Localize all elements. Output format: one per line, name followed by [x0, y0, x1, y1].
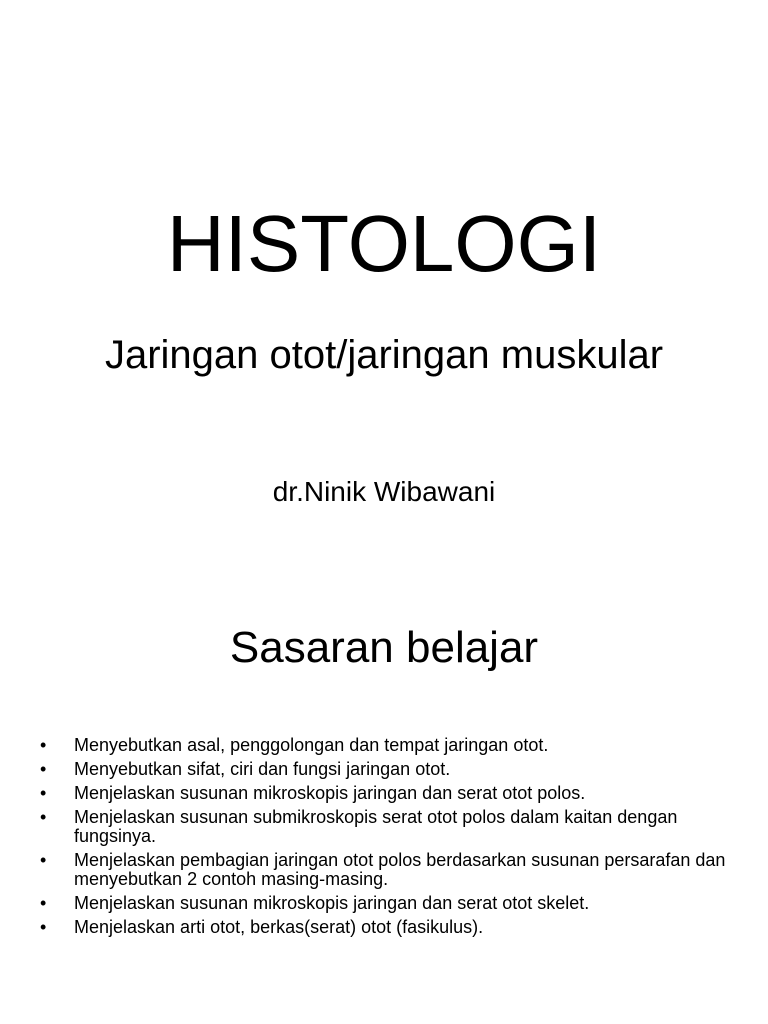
bullet-icon: • [40, 783, 47, 803]
page-title: HISTOLOGI [166, 199, 602, 288]
objectives-list [40, 736, 730, 942]
section-title: Sasaran belajar [229, 623, 539, 672]
list-item [40, 736, 730, 755]
bullet-icon: • [40, 807, 47, 827]
bullet-icon: • [40, 759, 47, 779]
objective-text: Menjelaskan arti otot, berkas(serat) otot (fasikulus). [74, 917, 484, 937]
list-item [40, 760, 730, 779]
author-name: dr.Ninik Wibawani [272, 476, 496, 507]
objective-text: Menyebutkan sifat, ciri dan fungsi jaringan otot. [74, 759, 451, 779]
objective-text: Menjelaskan susunan mikroskopis jaringan dan serat otot skelet. [74, 893, 590, 913]
list-item [40, 784, 730, 803]
bullet-icon: • [40, 917, 47, 937]
list-item [40, 808, 730, 846]
list-item [40, 851, 730, 889]
list-item [40, 918, 730, 937]
objective-text: Menjelaskan pembagian jaringan otot polos berdasarkan susunan persarafan dan menyebutkan 2 contoh masing-masing. [74, 850, 726, 889]
bullet-icon: • [40, 735, 47, 755]
bullet-icon: • [40, 893, 47, 913]
objective-text: Menyebutkan asal, penggolongan dan tempat jaringan otot. [74, 735, 549, 755]
list-item [40, 894, 730, 913]
objective-text: Menjelaskan susunan mikroskopis jaringan dan serat otot polos. [74, 783, 586, 803]
subtitle: Jaringan otot/jaringan muskular [104, 333, 664, 377]
objective-text: Menjelaskan susunan submikroskopis serat otot polos dalam kaitan dengan fungsinya. [74, 807, 678, 846]
bullet-icon: • [40, 850, 47, 870]
